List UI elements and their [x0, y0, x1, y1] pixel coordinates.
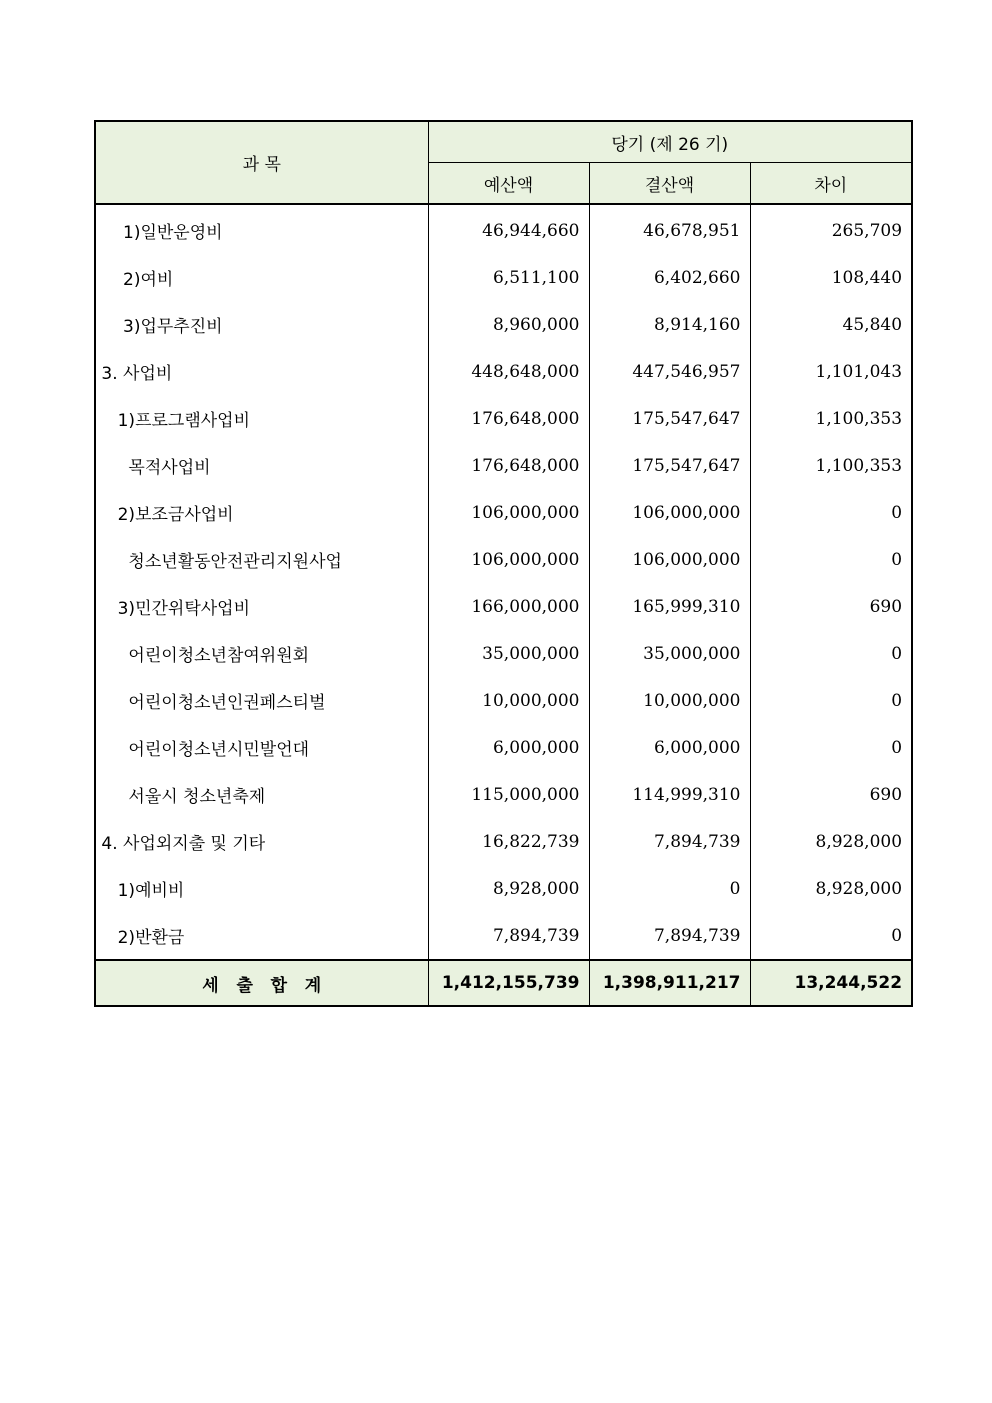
- row-settlement: 106,000,000: [589, 489, 750, 536]
- row-difference: 1,100,353: [750, 442, 912, 489]
- budget-settlement-table: [94, 120, 913, 1007]
- row-settlement: 35,000,000: [589, 630, 750, 677]
- row-settlement: 8,914,160: [589, 301, 750, 348]
- difference-header: 차이: [750, 163, 912, 205]
- table-row: [95, 204, 912, 254]
- row-budget: 16,822,739: [428, 818, 589, 865]
- row-subject: 어린이청소년인권페스티벌: [95, 677, 428, 724]
- row-difference: 108,440: [750, 254, 912, 301]
- row-budget: 35,000,000: [428, 630, 589, 677]
- row-difference: 265,709: [750, 204, 912, 254]
- row-budget: 106,000,000: [428, 489, 589, 536]
- row-difference: 0: [750, 677, 912, 724]
- budget-header: 예산액: [428, 163, 589, 205]
- row-subject: 2)여비: [95, 254, 428, 301]
- row-difference: 690: [750, 771, 912, 818]
- table-row: [95, 489, 912, 536]
- row-settlement: 10,000,000: [589, 677, 750, 724]
- table-row: [95, 395, 912, 442]
- row-subject: 1)일반운영비: [95, 204, 428, 254]
- row-subject: 목적사업비: [95, 442, 428, 489]
- row-subject: 어린이청소년참여위원회: [95, 630, 428, 677]
- row-budget: 7,894,739: [428, 912, 589, 960]
- row-subject: 1)예비비: [95, 865, 428, 912]
- table-row: [95, 442, 912, 489]
- row-budget: 166,000,000: [428, 583, 589, 630]
- period-header: 당기 (제 26 기): [428, 121, 912, 163]
- row-budget: 10,000,000: [428, 677, 589, 724]
- table-row: [95, 301, 912, 348]
- row-difference: 0: [750, 536, 912, 583]
- row-difference: 8,928,000: [750, 865, 912, 912]
- row-subject: 서울시 청소년축제: [95, 771, 428, 818]
- row-subject: 2)반환금: [95, 912, 428, 960]
- row-difference: 1,100,353: [750, 395, 912, 442]
- row-subject: 청소년활동안전관리지원사업: [95, 536, 428, 583]
- table-row: [95, 254, 912, 301]
- row-budget: 6,000,000: [428, 724, 589, 771]
- table-row: [95, 348, 912, 395]
- row-settlement: 175,547,647: [589, 395, 750, 442]
- header-row-1: [95, 121, 912, 163]
- total-budget: 1,412,155,739: [428, 960, 589, 1006]
- row-budget: 176,648,000: [428, 442, 589, 489]
- row-budget: 106,000,000: [428, 536, 589, 583]
- row-subject: 3. 사업비: [95, 348, 428, 395]
- row-budget: 8,928,000: [428, 865, 589, 912]
- table-row: [95, 865, 912, 912]
- row-difference: 8,928,000: [750, 818, 912, 865]
- row-difference: 45,840: [750, 301, 912, 348]
- table-row: [95, 818, 912, 865]
- row-difference: 0: [750, 912, 912, 960]
- row-budget: 115,000,000: [428, 771, 589, 818]
- row-settlement: 106,000,000: [589, 536, 750, 583]
- table-row: [95, 536, 912, 583]
- row-subject: 2)보조금사업비: [95, 489, 428, 536]
- total-difference: 13,244,522: [750, 960, 912, 1006]
- table-row: [95, 724, 912, 771]
- total-label: 세 출 합 계: [95, 960, 428, 1006]
- table-row: [95, 912, 912, 960]
- row-settlement: 46,678,951: [589, 204, 750, 254]
- row-settlement: 0: [589, 865, 750, 912]
- table-body: [95, 204, 912, 960]
- row-settlement: 7,894,739: [589, 912, 750, 960]
- total-row: [95, 960, 912, 1006]
- table-row: [95, 630, 912, 677]
- row-settlement: 447,546,957: [589, 348, 750, 395]
- row-settlement: 7,894,739: [589, 818, 750, 865]
- row-settlement: 165,999,310: [589, 583, 750, 630]
- row-difference: 0: [750, 489, 912, 536]
- row-subject: 3)민간위탁사업비: [95, 583, 428, 630]
- table-row: [95, 677, 912, 724]
- row-settlement: 6,000,000: [589, 724, 750, 771]
- table-row: [95, 771, 912, 818]
- row-difference: 690: [750, 583, 912, 630]
- row-budget: 46,944,660: [428, 204, 589, 254]
- subject-header: 과 목: [95, 121, 428, 204]
- table-row: [95, 583, 912, 630]
- row-subject: 1)프로그램사업비: [95, 395, 428, 442]
- row-subject: 어린이청소년시민발언대: [95, 724, 428, 771]
- row-settlement: 6,402,660: [589, 254, 750, 301]
- row-difference: 0: [750, 724, 912, 771]
- row-settlement: 175,547,647: [589, 442, 750, 489]
- row-budget: 176,648,000: [428, 395, 589, 442]
- row-difference: 1,101,043: [750, 348, 912, 395]
- row-budget: 448,648,000: [428, 348, 589, 395]
- row-difference: 0: [750, 630, 912, 677]
- row-budget: 6,511,100: [428, 254, 589, 301]
- row-subject: 3)업무추진비: [95, 301, 428, 348]
- row-settlement: 114,999,310: [589, 771, 750, 818]
- total-settlement: 1,398,911,217: [589, 960, 750, 1006]
- row-budget: 8,960,000: [428, 301, 589, 348]
- row-subject: 4. 사업외지출 및 기타: [95, 818, 428, 865]
- settlement-header: 결산액: [589, 163, 750, 205]
